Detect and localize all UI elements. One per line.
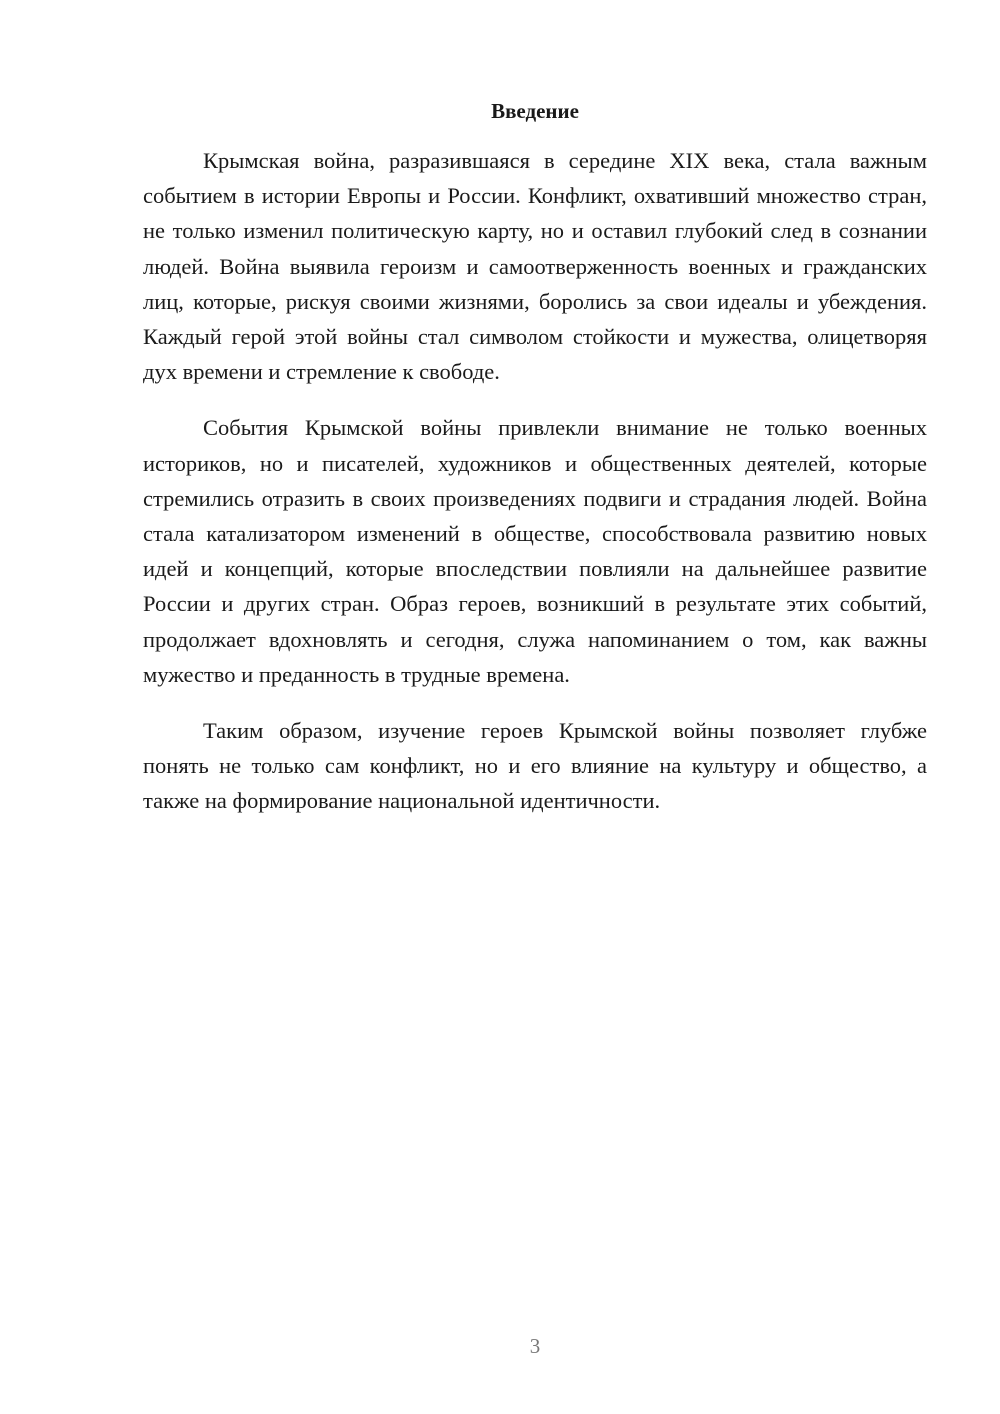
paragraph-2: События Крымской войны привлекли внимание не только военных историков, но и писателей, художников и общественных деятелей, которые стремились отразить в своих произведениях подвиги и страдания людей. Война стала катализатором изменений в обществе, способствовала развитию новых идей и концепций, которые впоследствии повлияли на дальнейшее развитие России и других стран. Образ героев, возникший в результате этих событий, продолжает вдохновлять и сегодня, служа напоминанием о том, как важны мужество и преданность в трудные времена.	[143, 415, 927, 687]
body-text	[143, 143, 927, 840]
paragraph-1: Крымская война, разразившаяся в середине XIX века, стала важным событием в истории Европы и России. Конфликт, охвативший множество стран, не только изменил политическую карту, но и оставил глубокий след в сознании людей. Война выявила героизм и самоотверженность военных и гражданских лиц, которые, рискуя своими жизнями, боролись за свои идеалы и убеждения. Каждый герой этой войны стал символом стойкости и мужества, олицетворяя дух времени и стремление к свободе.	[143, 148, 927, 385]
paragraph-3: Таким образом, изучение героев Крымской войны позволяет глубже понять не только сам конфликт, но и его влияние на культуру и общество, а также на формирование национальной идентичности.	[143, 718, 927, 814]
section-heading: Введение	[491, 99, 579, 123]
page-number: 3	[529, 1334, 541, 1358]
